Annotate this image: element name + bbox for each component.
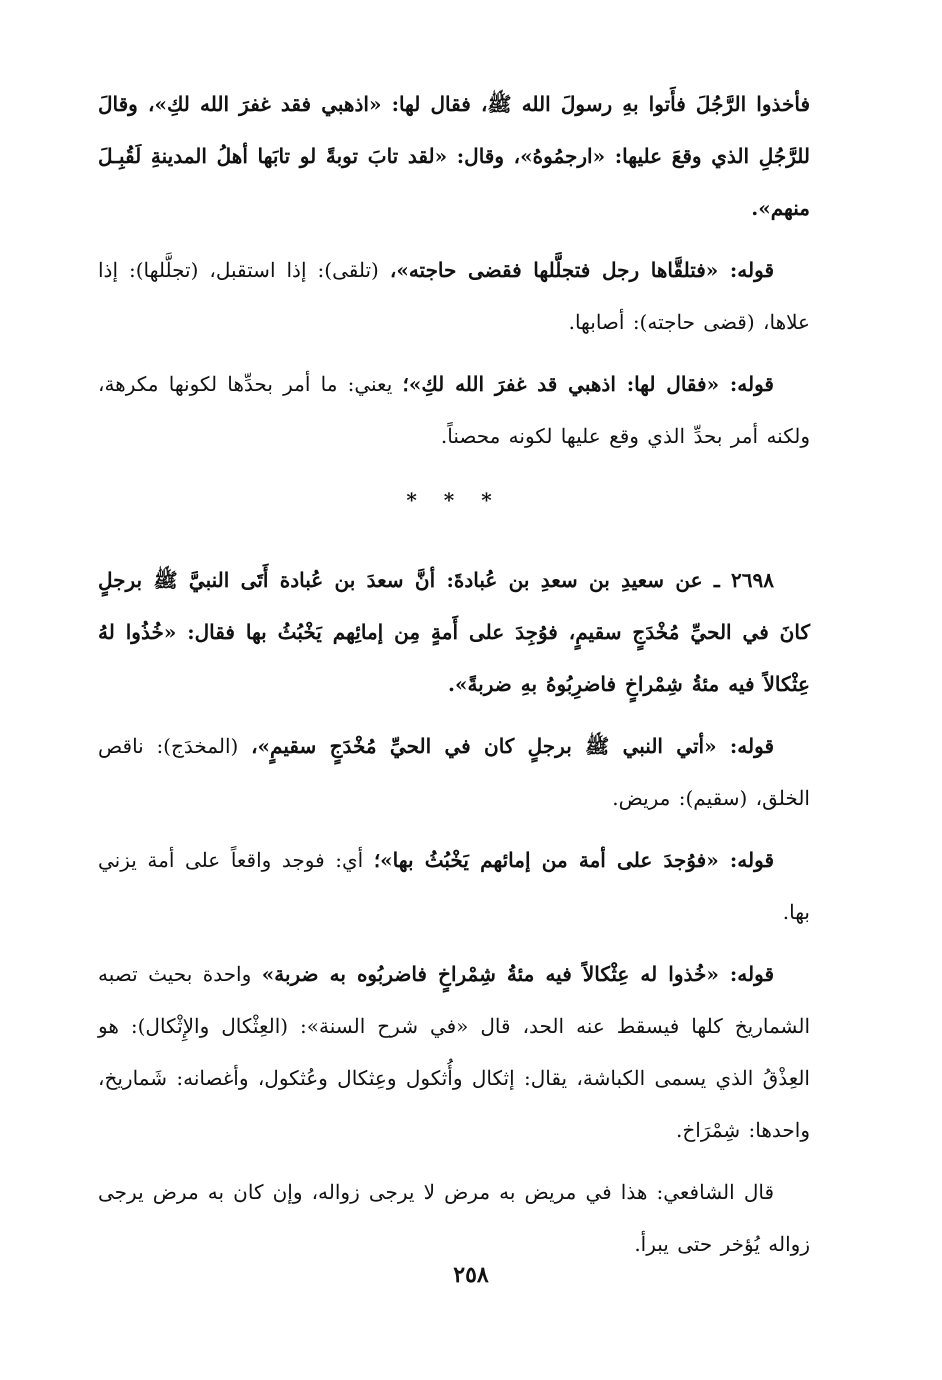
commentary-paragraph <box>98 1166 810 1270</box>
page-body <box>98 78 810 1280</box>
quoted-phrase: قوله: «فتلقَّاها رجل فتجلَّلها فقضى حاجته»، <box>389 258 775 282</box>
explanation-text: واحدة بحيث تصبه الشماريخ كلها فيسقط عنه الحد، قال «في شرح السنة»: (العِثْكال والإِثْكال): هو العِذْقُ الذي يسمى الكباشة، يقال: إثكال وأُثكول وعِثكال وعُثكول، وأغصانه: شَماريخ، واحدها: شِمْرَاخ. <box>98 962 811 1142</box>
explanation-text: (المخدَج): ناقص الخلق، (سقيم): مريض. <box>98 734 810 810</box>
commentary-paragraph <box>98 834 810 938</box>
explanation-text: يعني: ما أمر بحدِّها لكونها مكرهة، ولكنه أمر بحدِّ الذي وقع عليها لكونه محصناً. <box>98 372 810 448</box>
explanation-text: (تلقى): إذا استقبل، (تجلَّلها): إذا علاها، (قضى حاجته): أصابها. <box>98 258 810 334</box>
page-number: ٢٥٨ <box>453 1262 489 1288</box>
explanation-text: أي: فوجد واقعاً على أمة يزني بها. <box>98 848 810 924</box>
commentary-paragraph <box>98 948 810 1156</box>
quoted-phrase: قوله: «فوُجدَ على أمة من إمائهم يَخْبُثُ بها»؛ <box>373 848 775 872</box>
hadith-text-continuation: فأخذوا الرَّجُلَ فأَتوا بهِ رسولَ الله ﷺ، فقال لها: «اذهبي فقد غفرَ الله لكِ»، وقالَ للرَّجُلِ الذي وقعَ عليها: «ارجمُوهُ»، وقال: «لقد تابَ توبةً لو تابَها أهلُ المدينةِ لَقُبِـلَ منهم». <box>98 92 810 220</box>
section-separator: * * * <box>406 488 502 512</box>
quoted-phrase: قوله: «أتي النبي ﷺ برجلٍ كان في الحيِّ مُخْدَجٍ سقيمٍ»، <box>251 734 775 758</box>
hadith-text: ٢٦٩٨ ـ عن سعيدِ بن سعدِ بن عُبادةَ: أنَّ سعدَ بن عُبادة أَتَى النبيَّ ﷺ برجلٍ كانَ في الحيِّ مُخْدَجٍ سقيمٍ، فوُجِدَ على أَمةٍ مِن إمائِهم يَخْبُثُ بها فقال: «خُذُوا لهُ عِثْكالاً فيه مئةُ شِمْراخٍ فاضرِبُوهُ بهِ ضربةً». <box>98 568 810 696</box>
explanation-text: قال الشافعي: هذا في مريض به مرض لا يرجى زواله، وإن كان به مرض يرجى زواله يُؤخر حتى يبرأ. <box>98 1180 810 1256</box>
quoted-phrase: قوله: «فقال لها: اذهبي قد غفرَ الله لكِ»؛ <box>402 372 774 396</box>
commentary-paragraph <box>98 358 810 462</box>
commentary-paragraph <box>98 244 810 348</box>
commentary-paragraph <box>98 720 810 824</box>
quoted-phrase: قوله: «خُذوا له عِثْكالاً فيه مئةُ شِمْراخٍ فاضربُوه به ضربة» <box>261 962 774 986</box>
